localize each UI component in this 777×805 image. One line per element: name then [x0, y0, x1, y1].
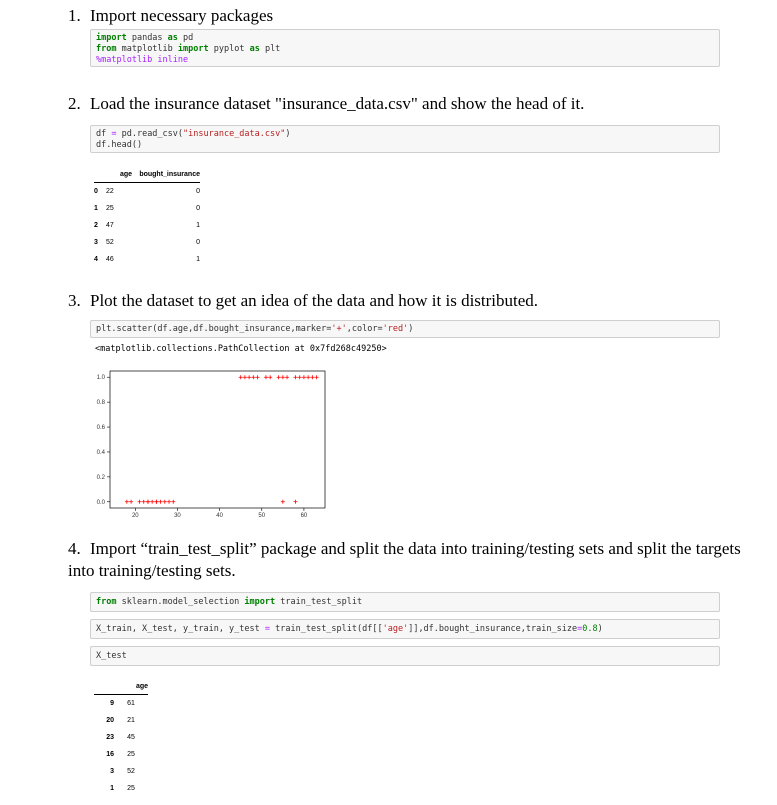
code-token: )	[285, 129, 291, 139]
row-index: 0	[94, 188, 98, 195]
y-tick-label: 0.0	[96, 499, 105, 506]
table-cell: 0	[196, 239, 200, 246]
table-cell: 0	[196, 188, 200, 195]
table-row	[94, 763, 148, 780]
row-index: 1	[94, 205, 98, 212]
y-tick-label: 0.2	[96, 474, 105, 481]
code-token: from	[96, 597, 117, 607]
table-cell: 25	[106, 205, 114, 212]
x-test-table	[94, 678, 148, 797]
table-cell: 52	[127, 768, 135, 775]
section-title: Load the insurance dataset "insurance_data.csv" and show the head of it.	[90, 94, 585, 113]
section-title: Import necessary packages	[90, 6, 274, 25]
section-number: 3.	[68, 291, 81, 310]
code-token: train_test_split	[275, 597, 363, 607]
row-index: 16	[106, 751, 114, 758]
row-index: 2	[94, 222, 98, 229]
row-index: 1	[110, 785, 114, 792]
table-cell: 25	[127, 751, 135, 758]
code-token: pandas	[126, 33, 168, 43]
scatter-plot	[90, 362, 340, 522]
table-row	[94, 200, 200, 217]
table-row	[94, 780, 148, 797]
section-2-heading	[68, 93, 584, 115]
scatter-output-text: <matplotlib.collections.PathCollection at 0x7fd268c49250>	[95, 344, 387, 354]
row-index: 3	[110, 768, 114, 775]
column-header-age: age	[114, 678, 148, 695]
table-row	[94, 183, 200, 201]
column-header-bought-insurance: bought_insurance	[132, 166, 200, 183]
y-tick-label: 0.6	[96, 425, 105, 432]
x-tick-label: 40	[216, 513, 223, 519]
code-token: )	[597, 624, 603, 634]
section-number: 1.	[68, 6, 81, 25]
x-tick-label: 20	[131, 513, 139, 519]
table-cell: 1	[196, 256, 200, 263]
table-cell: 1	[196, 222, 200, 229]
code-token: plt.scatter(df.age,df.bought_insurance,marker=	[96, 324, 332, 334]
code-token: plt	[259, 44, 281, 54]
table-row	[94, 746, 148, 763]
code-cell-imports[interactable]	[90, 29, 720, 67]
code-token: '+'	[331, 324, 347, 334]
y-tick-label: 0.4	[96, 449, 105, 456]
code-token: 0.8	[582, 624, 598, 634]
code-token: "insurance_data.csv"	[183, 129, 286, 139]
code-token: 'age'	[382, 624, 409, 634]
code-token: import	[177, 44, 209, 54]
code-token: pyplot	[208, 44, 250, 54]
section-4-heading	[68, 538, 748, 582]
row-index: 20	[106, 717, 114, 724]
table-header-row	[94, 678, 148, 695]
table-cell: 45	[127, 734, 135, 741]
table-row	[94, 251, 200, 268]
row-index: 3	[94, 239, 98, 246]
table-cell: 21	[127, 717, 135, 724]
x-tick-label: 50	[258, 513, 266, 519]
code-token: 'red'	[382, 324, 409, 334]
table-cell: 52	[106, 239, 114, 246]
table-row	[94, 217, 200, 234]
x-tick-label: 60	[300, 513, 308, 519]
code-token: df	[96, 129, 112, 139]
table-cell: 47	[106, 222, 114, 229]
code-token: )	[408, 324, 414, 334]
code-token: from	[96, 44, 117, 54]
code-token: pd.read_csv(	[116, 129, 184, 139]
code-token: as	[167, 33, 178, 43]
code-token: train_test_split(df[[	[270, 624, 383, 634]
code-token: ]],df.bought_insurance,train_size	[408, 624, 578, 634]
table-header-row	[94, 166, 200, 183]
code-cell-read-csv[interactable]	[90, 125, 720, 153]
code-token: ,color=	[346, 324, 383, 334]
code-cell-scatter[interactable]	[90, 320, 720, 338]
code-cell-train-test-split[interactable]	[90, 619, 720, 639]
section-number: 2.	[68, 94, 81, 113]
section-3-heading	[68, 290, 538, 312]
code-token: =	[264, 624, 271, 634]
code-token: X_train, X_test, y_train, y_test	[96, 624, 265, 634]
index-header	[94, 678, 114, 695]
code-cell-import-split[interactable]	[90, 592, 720, 612]
column-header-age: age	[106, 166, 132, 183]
section-title: Plot the dataset to get an idea of the data and how it is distributed.	[90, 291, 539, 310]
table-cell: 46	[106, 256, 114, 263]
index-header	[94, 166, 106, 183]
row-index: 4	[94, 256, 98, 263]
table-row	[94, 729, 148, 746]
code-token: sklearn.model_selection	[116, 597, 245, 607]
code-token: import	[244, 597, 276, 607]
plot-frame	[110, 371, 325, 508]
table-row	[94, 234, 200, 251]
row-index: 9	[110, 700, 114, 707]
code-token: %matplotlib inline	[96, 55, 189, 65]
section-1-heading	[68, 5, 273, 27]
table-cell: 0	[196, 205, 200, 212]
row-index: 23	[106, 734, 114, 741]
code-token: import	[96, 33, 127, 43]
dataframe-head-table	[94, 166, 200, 268]
code-token: df.head()	[96, 140, 143, 150]
code-token: X_test	[96, 651, 127, 661]
y-tick-label: 1.0	[96, 375, 105, 382]
table-cell: 22	[106, 188, 114, 195]
code-token: matplotlib	[116, 44, 178, 54]
table-cell: 61	[127, 700, 135, 707]
section-number: 4.	[68, 539, 81, 558]
table-cell: 25	[127, 785, 135, 792]
y-tick-label: 0.8	[96, 400, 105, 407]
table-row	[94, 712, 148, 729]
code-cell-x-test[interactable]	[90, 646, 720, 666]
section-title: Import “train_test_split” package and split the data into training/testing sets and split the targets into training/testing sets.	[68, 539, 741, 580]
code-token: =	[111, 129, 117, 139]
x-tick-label: 30	[174, 513, 181, 519]
table-row	[94, 695, 148, 713]
code-token: =	[577, 624, 583, 634]
code-token: as	[249, 44, 260, 54]
code-token: pd	[177, 33, 194, 43]
